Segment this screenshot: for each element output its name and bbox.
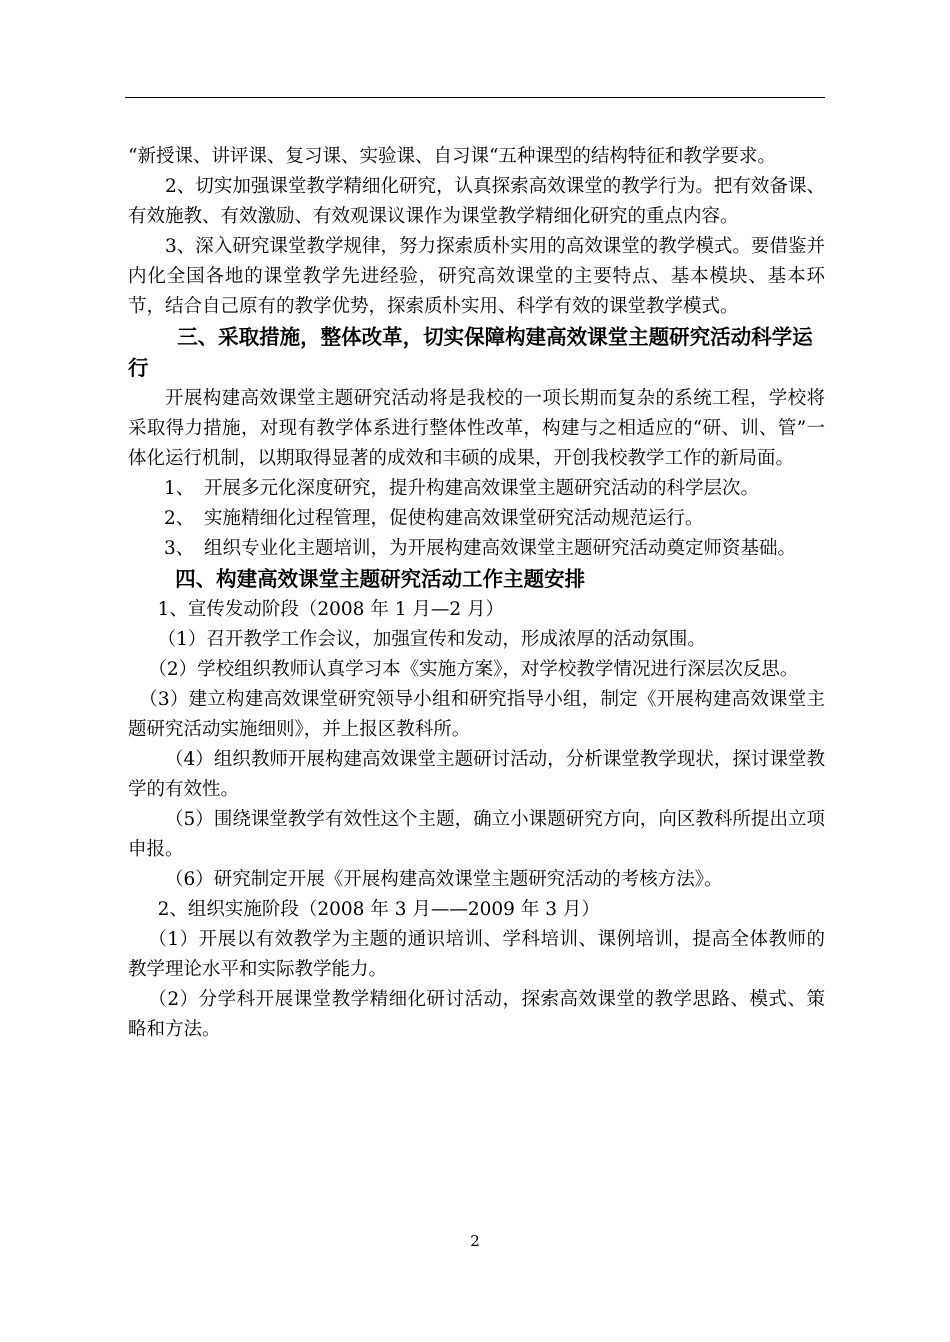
list-item — [128, 534, 825, 564]
phase-1-step-1: （1）召开教学工作会议，加强宣传和发动，形成浓厚的活动氛围。 — [157, 629, 706, 650]
list-item-number: 2、 — [164, 508, 195, 529]
paragraph-course-types: “新授课、讲评课、复习课、实验课、自习课“五种课型的结构特征和教学要求。 — [128, 146, 776, 167]
phase-1-step-4: （4）组织教师开展构建高效课堂主题研讨活动，分析课堂教学现状，探讨课堂教学的有效性。 — [128, 749, 825, 800]
list-item-text: 开展多元化深度研究，提升构建高效课堂主题研究活动的科学层次。 — [204, 478, 760, 499]
section-heading-3: 三、采取措施，整体改革，切实保障构建高效课堂主题研究活动科学运行 — [128, 325, 813, 380]
list-item-text: 组织专业化主题培训，为开展构建高效课堂主题研究活动奠定师资基础。 — [204, 538, 797, 559]
section-heading-4: 四、构建高效课堂主题研究活动工作主题安排 — [175, 567, 586, 591]
list-item-number: 1、 — [164, 478, 195, 499]
phase-1-step-2: （2）学校组织教师认真学习本《实施方案》，对学校教学情况进行深层次反思。 — [148, 659, 799, 680]
list-item — [128, 504, 825, 534]
phase-2-title: 2、组织实施阶段（2008 年 3 月——2009 年 3 月） — [157, 899, 600, 920]
page-number: 2 — [470, 1232, 480, 1250]
list-item-number: 3、 — [164, 538, 195, 559]
header-rule — [125, 97, 825, 98]
phase-1-step-6: （6）研究制定开展《开展构建高效课堂主题研究活动的考核方法》。 — [165, 869, 723, 890]
document-body — [128, 142, 825, 1045]
phase-1-title: 1、宣传发动阶段（2008 年 1 月—2 月） — [157, 599, 505, 620]
section3-intro: 开展构建高效课堂主题研究活动将是我校的一项长期而复杂的系统工程，学校将采取得力措施，对现有教学体系进行整体性改革，构建与之相适应的“研、训、管”一体化运行机制，以期取得显著的成效和丰硕的成果，开创我校教学工作的新局面。 — [128, 388, 825, 469]
phase-2-step-1: （1）开展以有效教学为主题的通识培训、学科培训、课例培训，提高全体教师的教学理论水平和实际教学能力。 — [128, 929, 825, 980]
phase-1-step-3: （3）建立构建高效课堂研究领导小组和研究指导小组，制定《开展构建高效课堂主题研究活动实施细则》，并上报区教科所。 — [128, 689, 825, 740]
list-item — [128, 474, 825, 504]
phase-1-step-5: （5）围绕课堂教学有效性这个主题，确立小课题研究方向，向区教科所提出立项申报。 — [128, 809, 825, 860]
list-item-text: 实施精细化过程管理，促使构建高效课堂研究活动规范运行。 — [204, 508, 704, 529]
paragraph-item-2: 2、切实加强课堂教学精细化研究，认真探索高效课堂的教学行为。把有效备课、有效施教、有效激励、有效观课议课作为课堂教学精细化研究的重点内容。 — [128, 176, 825, 227]
paragraph-item-3: 3、深入研究课堂教学规律，努力探索质朴实用的高效课堂的教学模式。要借鉴并内化全国各地的课堂教学先进经验，研究高效课堂的主要特点、基本模块、基本环节，结合自己原有的教学优势，探索质朴实用、科学有效的课堂教学模式。 — [128, 236, 825, 317]
phase-2-step-2: （2）分学科开展课堂教学精细化研讨活动，探索高效课堂的教学思路、模式、策略和方法。 — [128, 989, 825, 1040]
